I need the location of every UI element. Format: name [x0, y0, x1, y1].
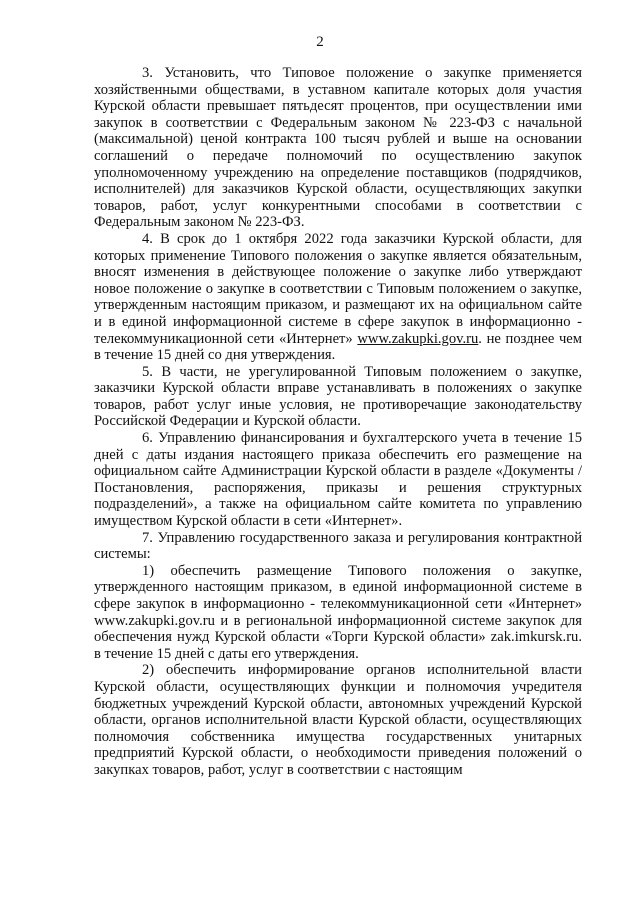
- paragraph-6: 6. Управлению финансирования и бухгалтерского учета в течение 15 дней с даты издания настоящего приказа обеспечить его размещение на официальном сайте Администрации Курской области в разделе «Документы /Постановления, распоряжения, приказы и решения структурных подразделений», а также на официальном сайте комитета по управлению имуществом Курской области в сети «Интернет».: [94, 430, 582, 530]
- paragraph-4: [94, 231, 582, 364]
- paragraph-7-item-2: 2) обеспечить информирование органов исполнительной власти Курской области, осуществляющих функции и полномочия учредителя бюджетных учреждений Курской области, автономных учреждений Курской области, органов исполнительной власти Курской области, осуществляющих полномочия собственника имущества государственных унитарных предприятий Курской области, о необходимости приведения положений о закупках товаров, работ, услуг в соответствии с настоящим: [94, 662, 582, 778]
- paragraph-4-text-end: . не позднее чем в течение 15 дней со дня утверждения.: [94, 330, 583, 364]
- page-number: 2: [316, 34, 324, 50]
- zakupki-link[interactable]: www.zakupki.gov.ru: [357, 330, 479, 347]
- paragraph-3: 3. Установить, что Типовое положение о закупке применяется хозяйственными обществами, в уставном капитале которых доля участия Курской области превышает пятьдесят процентов, при осуществлении ими закупок в соответствии с Федеральным законом № 223-ФЗ с начальной (максимальной) ценой контракта 100 тысяч рублей и выше на основании соглашений о передаче полномочий по осуществлению закупок уполномоченному учреждению на определение поставщиков (подрядчиков, исполнителей) для заказчиков Курской области, осуществляющих закупки товаров, работ, услуг конкурентными способами в соответствии с Федеральным законом № 223-ФЗ.: [94, 65, 582, 231]
- document-body: [94, 65, 582, 779]
- paragraph-4-text: 4. В срок до 1 октября 2022 года заказчики Курской области, для которых применение Типового положения о закупке является обязательным, вносят изменения в действующее положение о закупке либо утверждают новое положение о закупке в соответствии с Типовым положением о закупке, утвержденным настоящим приказом, и размещают их на официальном сайте и в единой информационной системе в сфере закупок в информационно - телекоммуникационной сети «Интернет»: [94, 230, 582, 347]
- paragraph-7: 7. Управлению государственного заказа и регулирования контрактной системы:: [94, 529, 582, 563]
- paragraph-5: 5. В части, не урегулированной Типовым положением о закупке, заказчики Курской области вправе устанавливать в положениях о закупке товаров, работ услуг иные условия, не противоречащие законодательству Российской Федерации и Курской области.: [94, 363, 582, 430]
- paragraph-7-item-1: 1) обеспечить размещение Типового положения о закупке, утвержденного настоящим приказом, в единой информационной системе в сфере закупок в информационно - телекоммуникационной сети «Интернет» www.zakupki.gov.ru и в региональной информационной системе закупок для обеспечения нужд Курской области «Торги Курской области» zak.imkursk.ru. в течение 15 дней с даты его утверждения.: [94, 562, 582, 662]
